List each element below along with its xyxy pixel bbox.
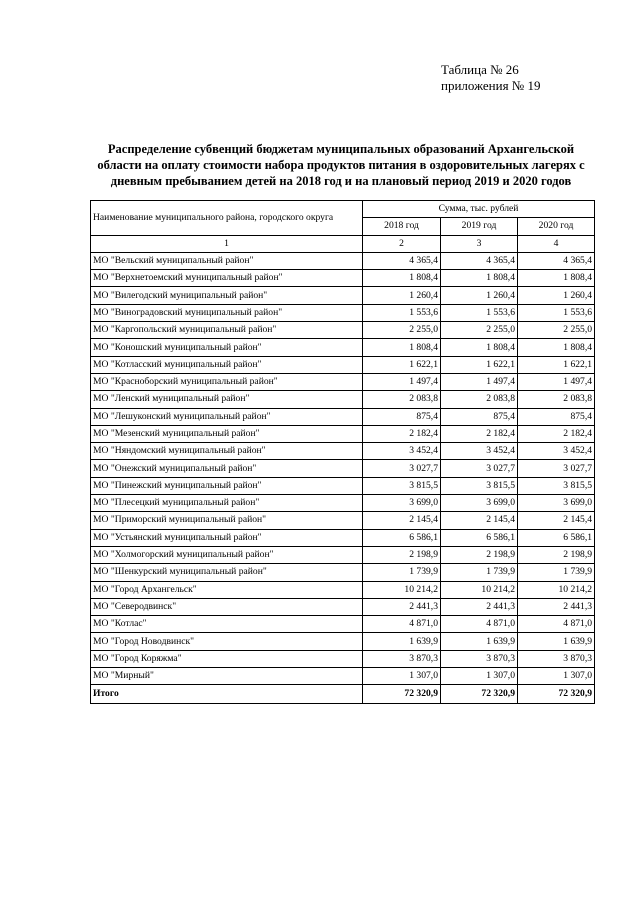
value-2019: 3 452,4 (441, 443, 518, 460)
table-row (91, 408, 595, 425)
value-2019: 2 083,8 (441, 391, 518, 408)
value-2018: 2 182,4 (363, 425, 441, 442)
table-row (91, 425, 595, 442)
value-2018: 1 808,4 (363, 339, 441, 356)
value-2020: 4 365,4 (518, 252, 595, 269)
table-row (91, 356, 595, 373)
value-2019: 1 497,4 (441, 373, 518, 390)
value-2018: 3 815,5 (363, 477, 441, 494)
row-name: МО "Город Новодвинск" (91, 633, 363, 650)
value-2020: 2 182,4 (518, 425, 595, 442)
value-2020: 2 083,8 (518, 391, 595, 408)
header-name: Наименование муниципального района, городского округа (91, 201, 363, 236)
value-2020: 4 871,0 (518, 616, 595, 633)
row-name: МО "Вилегодский муниципальный район" (91, 287, 363, 304)
value-2019: 2 198,9 (441, 546, 518, 563)
table-row (91, 512, 595, 529)
value-2019: 1 553,6 (441, 304, 518, 321)
table-row (91, 581, 595, 598)
value-2020: 1 808,4 (518, 339, 595, 356)
header-year-2018: 2018 год (363, 218, 441, 235)
row-name: МО "Мирный" (91, 668, 363, 685)
value-2018: 1 553,6 (363, 304, 441, 321)
value-2020: 1 622,1 (518, 356, 595, 373)
column-number: 3 (441, 235, 518, 252)
column-number: 1 (91, 235, 363, 252)
value-2020: 1 639,9 (518, 633, 595, 650)
table-row (91, 391, 595, 408)
value-2020: 3 699,0 (518, 495, 595, 512)
row-name: МО "Плесецкий муниципальный район" (91, 495, 363, 512)
value-2020: 10 214,2 (518, 581, 595, 598)
column-number: 2 (363, 235, 441, 252)
value-2019: 4 365,4 (441, 252, 518, 269)
row-name: МО "Коношский муниципальный район" (91, 339, 363, 356)
table-row (91, 477, 595, 494)
value-2019: 1 260,4 (441, 287, 518, 304)
value-2019: 2 145,4 (441, 512, 518, 529)
value-2018: 1 739,9 (363, 564, 441, 581)
value-2018: 1 808,4 (363, 270, 441, 287)
value-2020: 1 307,0 (518, 668, 595, 685)
row-name: МО "Няндомский муниципальный район" (91, 443, 363, 460)
table-row (91, 304, 595, 321)
appendix-number: приложения № 19 (441, 78, 541, 93)
value-2020: 1 260,4 (518, 287, 595, 304)
value-2020: 875,4 (518, 408, 595, 425)
value-2019: 3 870,3 (441, 650, 518, 667)
table-row (91, 564, 595, 581)
value-2018: 2 145,4 (363, 512, 441, 529)
row-name: МО "Котлас" (91, 616, 363, 633)
row-name: МО "Приморский муниципальный район" (91, 512, 363, 529)
value-2020: 3 815,5 (518, 477, 595, 494)
table-row (91, 546, 595, 563)
table-row (91, 668, 595, 685)
value-2018: 3 870,3 (363, 650, 441, 667)
value-2020: 6 586,1 (518, 529, 595, 546)
value-2020: 1 808,4 (518, 270, 595, 287)
table-row (91, 616, 595, 633)
value-2019: 1 808,4 (441, 270, 518, 287)
row-name: МО "Пинежский муниципальный район" (91, 477, 363, 494)
row-name: МО "Устьянский муниципальный район" (91, 529, 363, 546)
value-2019: 2 182,4 (441, 425, 518, 442)
table-row (91, 339, 595, 356)
total-2020: 72 320,9 (518, 685, 595, 704)
value-2018: 3 699,0 (363, 495, 441, 512)
value-2020: 3 452,4 (518, 443, 595, 460)
header-year-2020: 2020 год (518, 218, 595, 235)
value-2018: 3 452,4 (363, 443, 441, 460)
table-row (91, 633, 595, 650)
value-2018: 1 307,0 (363, 668, 441, 685)
table-row (91, 270, 595, 287)
value-2018: 875,4 (363, 408, 441, 425)
table-row (91, 252, 595, 269)
value-2018: 2 083,8 (363, 391, 441, 408)
value-2018: 1 260,4 (363, 287, 441, 304)
value-2018: 3 027,7 (363, 460, 441, 477)
value-2019: 1 739,9 (441, 564, 518, 581)
value-2019: 3 699,0 (441, 495, 518, 512)
value-2020: 2 441,3 (518, 598, 595, 615)
row-name: МО "Вельский муниципальный район" (91, 252, 363, 269)
row-name: МО "Северодвинск" (91, 598, 363, 615)
value-2019: 10 214,2 (441, 581, 518, 598)
value-2020: 1 553,6 (518, 304, 595, 321)
total-label: Итого (91, 685, 363, 704)
header-year-2019: 2019 год (441, 218, 518, 235)
value-2018: 6 586,1 (363, 529, 441, 546)
table-row (91, 598, 595, 615)
value-2019: 3 815,5 (441, 477, 518, 494)
table-row (91, 322, 595, 339)
table-reference (441, 62, 540, 94)
row-name: МО "Город Коряжма" (91, 650, 363, 667)
total-row (91, 685, 595, 704)
header-sum: Сумма, тыс. рублей (363, 201, 595, 218)
value-2018: 2 441,3 (363, 598, 441, 615)
value-2019: 2 441,3 (441, 598, 518, 615)
table-row (91, 373, 595, 390)
value-2019: 6 586,1 (441, 529, 518, 546)
value-2020: 2 145,4 (518, 512, 595, 529)
value-2018: 1 622,1 (363, 356, 441, 373)
row-name: МО "Каргопольский муниципальный район" (91, 322, 363, 339)
value-2019: 1 808,4 (441, 339, 518, 356)
value-2020: 3 027,7 (518, 460, 595, 477)
row-name: МО "Верхнетоемский муниципальный район" (91, 270, 363, 287)
value-2018: 1 639,9 (363, 633, 441, 650)
table-row (91, 460, 595, 477)
value-2019: 1 639,9 (441, 633, 518, 650)
row-name: МО "Холмогорский муниципальный район" (91, 546, 363, 563)
value-2019: 2 255,0 (441, 322, 518, 339)
total-2018: 72 320,9 (363, 685, 441, 704)
table-row (91, 529, 595, 546)
table-number: Таблица № 26 (441, 62, 519, 77)
document-title: Распределение субвенций бюджетам муниципальных образований Архангельской области на оплату стоимости набора продуктов питания в оздоровительных лагерях с дневным пребыванием детей на 2018 год и на плановый период 2019 и 2020 годов (97, 142, 585, 188)
total-2019: 72 320,9 (441, 685, 518, 704)
value-2018: 10 214,2 (363, 581, 441, 598)
table-row (91, 443, 595, 460)
value-2019: 3 027,7 (441, 460, 518, 477)
row-name: МО "Лешуконский муниципальный район" (91, 408, 363, 425)
value-2018: 1 497,4 (363, 373, 441, 390)
value-2019: 1 622,1 (441, 356, 518, 373)
value-2018: 2 255,0 (363, 322, 441, 339)
column-number: 4 (518, 235, 595, 252)
table-row (91, 650, 595, 667)
value-2019: 1 307,0 (441, 668, 518, 685)
row-name: МО "Ленский муниципальный район" (91, 391, 363, 408)
row-name: МО "Котласский муниципальный район" (91, 356, 363, 373)
row-name: МО "Город Архангельск" (91, 581, 363, 598)
value-2020: 2 198,9 (518, 546, 595, 563)
value-2020: 3 870,3 (518, 650, 595, 667)
row-name: МО "Шенкурский муниципальный район" (91, 564, 363, 581)
value-2020: 1 739,9 (518, 564, 595, 581)
table-row (91, 287, 595, 304)
row-name: МО "Мезенский муниципальный район" (91, 425, 363, 442)
value-2019: 875,4 (441, 408, 518, 425)
value-2018: 4 365,4 (363, 252, 441, 269)
value-2020: 1 497,4 (518, 373, 595, 390)
row-name: МО "Онежский муниципальный район" (91, 460, 363, 477)
row-name: МО "Красноборский муниципальный район" (91, 373, 363, 390)
value-2019: 4 871,0 (441, 616, 518, 633)
row-name: МО "Виноградовский муниципальный район" (91, 304, 363, 321)
value-2020: 2 255,0 (518, 322, 595, 339)
value-2018: 4 871,0 (363, 616, 441, 633)
value-2018: 2 198,9 (363, 546, 441, 563)
subvention-table (90, 200, 595, 704)
table-row (91, 495, 595, 512)
